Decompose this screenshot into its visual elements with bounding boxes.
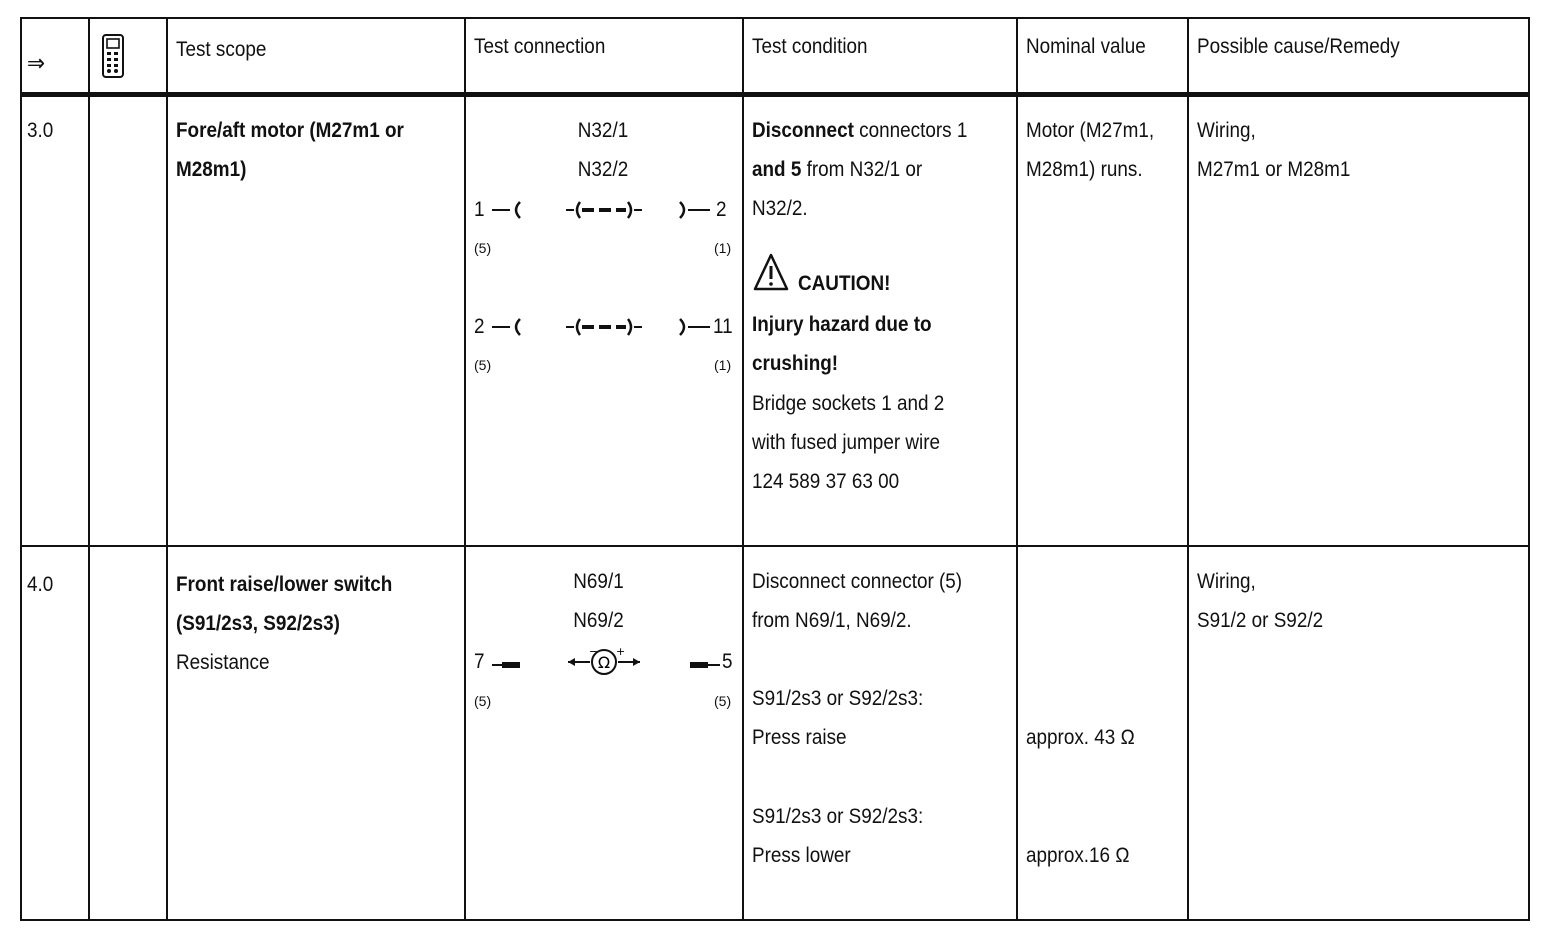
test-condition-line: with fused jumper wire xyxy=(752,431,941,454)
test-condition-line: Press lower xyxy=(752,844,851,867)
connector-number: (1) xyxy=(714,240,732,256)
test-scope-line: Front raise/lower switch xyxy=(176,573,393,596)
socket-plug-icon xyxy=(676,200,716,220)
warning-text: Injury hazard due to xyxy=(752,313,932,336)
row-divider xyxy=(20,545,1530,547)
connector-number: (5) xyxy=(474,357,492,373)
test-condition-line: from N69/1, N69/2. xyxy=(752,609,912,632)
test-condition-line: Bridge sockets 1 and 2 xyxy=(752,392,945,415)
possible-cause: M27m1 or M28m1 xyxy=(1197,158,1351,181)
arrow-icon: ⇒ xyxy=(27,50,46,77)
column-divider xyxy=(742,17,744,921)
possible-cause: Wiring, xyxy=(1197,119,1256,142)
socket-right-number: 2 xyxy=(716,198,727,221)
connector-number: (5) xyxy=(714,693,732,709)
jumper-wire-icon xyxy=(564,198,644,222)
nominal-value: M28m1) runs. xyxy=(1026,158,1143,181)
step-number: 3.0 xyxy=(27,119,54,142)
test-scope-line: M28m1) xyxy=(176,158,247,181)
warning-text: crushing! xyxy=(752,352,839,375)
column-divider xyxy=(464,17,466,921)
socket-plug-icon xyxy=(676,317,716,337)
svg-text:−: − xyxy=(589,645,599,658)
connection-label: N32/2 xyxy=(577,158,629,181)
warning-triangle-icon xyxy=(753,252,789,292)
test-scope-line: (S91/2s3, S92/2s3) xyxy=(176,612,340,635)
test-condition-line: Disconnect connector (5) xyxy=(752,570,963,593)
socket-left-number: 2 xyxy=(474,315,485,338)
test-condition-line: S91/2s3 or S92/2s3: xyxy=(752,687,924,710)
test-condition-line: and 5 from N32/1 or xyxy=(752,158,923,181)
connector-number: (1) xyxy=(714,357,732,373)
nominal-value: approx.16 Ω xyxy=(1026,844,1130,867)
column-divider xyxy=(1016,17,1018,921)
part-number: 124 589 37 63 00 xyxy=(752,470,900,493)
svg-text:+: + xyxy=(616,645,626,658)
socket-right-number: 11 xyxy=(713,315,733,338)
column-divider xyxy=(88,17,90,921)
possible-cause: S91/2 or S92/2 xyxy=(1197,609,1324,632)
test-scope-line: Fore/aft motor (M27m1 or xyxy=(176,119,404,142)
test-scope-line: Resistance xyxy=(176,651,270,674)
header-test-scope: Test scope xyxy=(176,38,267,61)
caution-label: CAUTION! xyxy=(798,272,891,295)
column-divider xyxy=(166,17,168,921)
test-condition-line: Press raise xyxy=(752,726,847,749)
socket-plug-icon xyxy=(490,200,530,220)
tester-device-icon xyxy=(100,33,126,79)
probe-tip-icon xyxy=(490,660,524,670)
probe-tip-icon xyxy=(688,660,722,670)
header-divider xyxy=(20,92,1530,97)
header-nominal-value: Nominal value xyxy=(1026,35,1146,58)
test-condition-line: Disconnect connectors 1 xyxy=(752,119,968,142)
connection-label: N69/1 xyxy=(573,570,624,593)
socket-left-number: 1 xyxy=(474,198,485,221)
test-condition-line: S91/2s3 or S92/2s3: xyxy=(752,805,924,828)
jumper-wire-icon xyxy=(564,315,644,339)
ohmmeter-icon xyxy=(566,644,642,680)
header-test-condition: Test condition xyxy=(752,35,868,58)
connection-label: N32/1 xyxy=(577,119,629,142)
header-test-connection: Test connection xyxy=(474,35,606,58)
column-divider xyxy=(1187,17,1189,921)
header-possible-cause: Possible cause/Remedy xyxy=(1197,35,1400,58)
step-number: 4.0 xyxy=(27,573,54,596)
connector-number: (5) xyxy=(474,240,492,256)
test-condition-line: N32/2. xyxy=(752,197,808,220)
svg-text:Ω: Ω xyxy=(597,653,611,672)
socket-left-number: 7 xyxy=(474,650,485,673)
nominal-value: approx. 43 Ω xyxy=(1026,726,1135,749)
socket-right-number: 5 xyxy=(722,650,733,673)
connection-label: N69/2 xyxy=(573,609,624,632)
nominal-value: Motor (M27m1, xyxy=(1026,119,1155,142)
connector-number: (5) xyxy=(474,693,492,709)
possible-cause: Wiring, xyxy=(1197,570,1256,593)
socket-plug-icon xyxy=(490,317,530,337)
